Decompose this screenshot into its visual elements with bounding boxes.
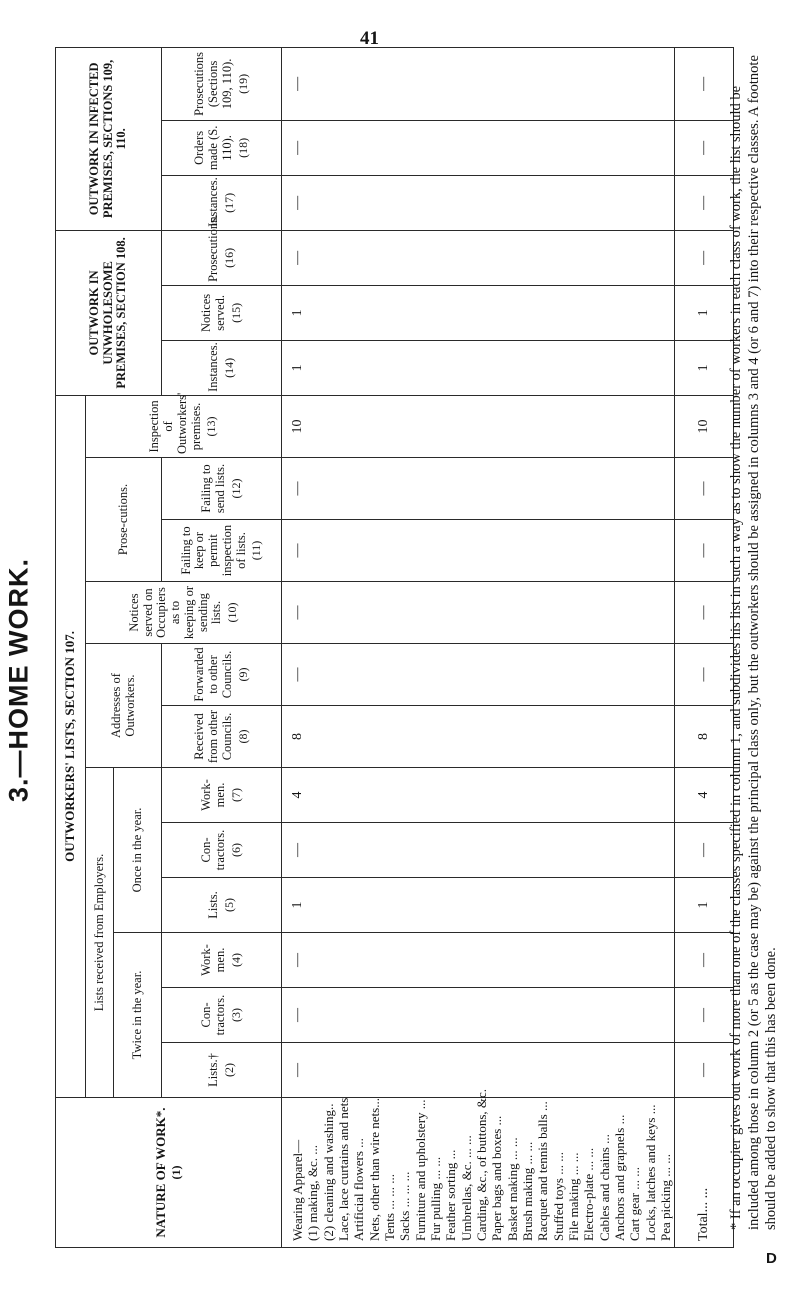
- header-lists-2: [162, 1043, 282, 1098]
- total-instances-108: 1: [675, 340, 734, 395]
- col-num-10: (10): [225, 602, 240, 623]
- cell-instances-108: 1: [282, 340, 675, 395]
- list-item: Cables and chains ...: [596, 1134, 612, 1241]
- total-row: [675, 47, 734, 1247]
- total-notices-108: 1: [675, 285, 734, 340]
- cell-lists-twice: —: [282, 1043, 675, 1098]
- list-item: Electro-plate ... ...: [581, 1147, 597, 1241]
- header-lists-received: Lists received from Employers.: [86, 768, 114, 1098]
- cell-prosecutions-108: —: [282, 230, 675, 285]
- header-contractors-3-text: Con-tractors.: [199, 994, 227, 1036]
- total-inspection: 10: [675, 395, 734, 457]
- cell-notices-served: —: [282, 582, 675, 644]
- cell-failing-keep: —: [282, 520, 675, 582]
- header-contractors-3: [162, 988, 282, 1043]
- header-infected: OUTWORK IN INFECTED PREMISES, SECTIONS 109, 110.: [56, 47, 162, 230]
- col-num-17: (17): [221, 192, 236, 213]
- list-item: Wearing Apparel—: [290, 1139, 305, 1241]
- col-num-16: (16): [221, 247, 236, 268]
- home-work-table: [55, 47, 734, 1248]
- cell-notices-108: 1: [282, 285, 675, 340]
- total-label: [675, 1098, 734, 1248]
- cell-orders-110: —: [282, 120, 675, 175]
- header-instances-14: [162, 340, 282, 395]
- total-workmen-once: 4: [675, 768, 734, 823]
- col-num-13: (13): [204, 416, 219, 437]
- total-orders-110: —: [675, 120, 734, 175]
- header-contractors-6: [162, 823, 282, 878]
- list-item: File making ... ...: [565, 1152, 581, 1241]
- list-item: (1) making, &c. ...: [305, 1144, 321, 1241]
- header-instances-17-text: Instances.: [206, 177, 221, 227]
- header-lists-5: [162, 878, 282, 933]
- header-inspection: [86, 392, 282, 457]
- header-instances-17: [162, 175, 282, 230]
- total-failing-send: —: [675, 458, 734, 520]
- total-contractors-twice: —: [675, 988, 734, 1043]
- header-prosecutions-16: [162, 214, 282, 285]
- footnote-marker: *: [728, 1222, 744, 1230]
- list-item: Basket making ... ...: [504, 1137, 520, 1241]
- header-workmen-7: [162, 768, 282, 823]
- list-item: Artificial flowers ...: [351, 1138, 367, 1241]
- cell-forwarded: —: [282, 644, 675, 706]
- header-once-year: Once in the year.: [114, 768, 162, 933]
- header-instances-14-text: Instances.: [206, 342, 221, 392]
- cell-lists-once: 1: [282, 878, 675, 933]
- rotated-table-container: [55, 48, 720, 1248]
- footnote-text: If an occupier gives out work of more than one of the classes specified in column 1, and subdivides his list in such a way as to show the number of workers in each class of work, the list should be included among those in column 2 (or 5 as the case may be) against the principal class only, but the outworkers should be assigned in columns 3 and 4 (or 6 and 7) into their respective classes. A footnote should be added to show that this has been done.: [728, 55, 780, 1230]
- header-addresses: Addresses of Outworkers.: [86, 644, 162, 768]
- col-num-12: (12): [228, 478, 243, 499]
- header-nature-of-work: [56, 1098, 282, 1248]
- header-notices-15-text: Notices served.: [199, 293, 227, 333]
- header-inspection-text: Inspection of Outworkers' premises.: [147, 392, 203, 454]
- header-workmen-4: [162, 933, 282, 988]
- header-lists-5-text: Lists.: [206, 891, 221, 919]
- footnote-rotated: [728, 50, 798, 1230]
- col-num-4: (4): [228, 953, 243, 967]
- header-unwholesome: OUTWORK IN UNWHOLESOME PREMISES, SECTION 108.: [56, 230, 162, 395]
- header-lists-2-text: Lists.: [206, 1059, 221, 1087]
- header-failing-keep-text: Failing to keep or permit inspection of lists.: [178, 524, 248, 577]
- header-prosecutions: Prose-cutions.: [86, 458, 162, 582]
- col-num-3: (3): [228, 1008, 243, 1022]
- cell-contractors-twice: —: [282, 988, 675, 1043]
- header-failing-send-text: Failing to send lists.: [199, 463, 227, 514]
- list-item: Brush making ... ...: [519, 1141, 535, 1241]
- list-item: Umbrellas, &c. ... ...: [458, 1135, 474, 1241]
- header-nature-number: (1): [169, 1165, 184, 1180]
- total-failing-keep: —: [675, 520, 734, 582]
- header-prosecutions-19: [162, 47, 282, 120]
- list-item: Feather sorting ...: [443, 1149, 459, 1241]
- list-item: Pea picking ... ...: [657, 1153, 673, 1241]
- header-workmen-4-text: Work-men.: [199, 944, 227, 976]
- cell-instances-109: —: [282, 175, 675, 230]
- header-nature-text: NATURE OF WORK*.: [152, 1107, 168, 1238]
- header-orders-18: [162, 120, 282, 175]
- footnote: [728, 50, 798, 1230]
- list-item: Fur pulling ... ...: [427, 1156, 443, 1241]
- cell-failing-send: —: [282, 458, 675, 520]
- cell-contractors-once: —: [282, 823, 675, 878]
- total-lists-once: 1: [675, 878, 734, 933]
- total-lists-twice: —: [675, 1043, 734, 1098]
- total-received: 8: [675, 706, 734, 768]
- col-num-8: (8): [235, 729, 250, 744]
- total-dots: ...: [695, 1187, 711, 1199]
- header-notices-text: Notices served on Occupiers as to keeping or sending lists.: [126, 585, 224, 640]
- total-prosecutions-109: —: [675, 47, 734, 120]
- header-forwarded-9: [162, 644, 282, 706]
- col-num-15: (15): [228, 302, 243, 323]
- list-item: Anchors and grapnels ...: [611, 1114, 627, 1241]
- total-label-text: Total...: [695, 1201, 711, 1241]
- total-prosecutions-108: —: [675, 230, 734, 285]
- list-item: Paper bags and boxes ...: [489, 1115, 505, 1241]
- header-failing-keep-11: [162, 520, 282, 582]
- col-num-19: (19): [235, 73, 250, 94]
- list-item: Racquet and tennis balls ...: [535, 1101, 551, 1241]
- header-workmen-7-text: Work-men.: [199, 779, 227, 811]
- col-num-18: (18): [235, 137, 250, 158]
- outwork-table-wrapper: [55, 48, 720, 1248]
- list-item: (2) cleaning and washing..: [320, 1103, 336, 1241]
- list-item: Tents ... ... ...: [381, 1174, 397, 1241]
- list-item: Carding, &c., of buttons, &c.: [473, 1088, 489, 1241]
- header-twice-year: Twice in the year.: [114, 933, 162, 1098]
- section-title: [4, 380, 34, 980]
- list-item: Locks, latches and keys ...: [642, 1104, 658, 1241]
- cell-workmen-twice: —: [282, 933, 675, 988]
- header-notices-served: [86, 582, 282, 644]
- cell-received: 8: [282, 706, 675, 768]
- col-num-11: (11): [249, 540, 264, 561]
- header-forwarded-text: Forwarded to other Councils.: [192, 647, 234, 702]
- table-row: [282, 47, 675, 1247]
- total-instances-109: —: [675, 175, 734, 230]
- page-number: 41: [360, 28, 379, 49]
- list-item: Lace, lace curtains and nets: [335, 1097, 351, 1241]
- corner-letter: D: [766, 1250, 777, 1267]
- dagger-mark: †: [206, 1053, 221, 1060]
- total-workmen-twice: —: [675, 933, 734, 988]
- cell-prosecutions-109: —: [282, 47, 675, 120]
- cell-workmen-once: 4: [282, 768, 675, 823]
- header-notices-15: [162, 285, 282, 340]
- total-forwarded: —: [675, 644, 734, 706]
- section-title-text: 3.—HOME WORK.: [3, 557, 34, 803]
- header-prosecutions-16-text: Prosecutions.: [206, 214, 221, 282]
- list-item: Cart gear ... ...: [627, 1166, 643, 1241]
- col-num-7: (7): [228, 788, 243, 802]
- col-num-5: (5): [221, 898, 236, 912]
- cell-inspection: 10: [282, 395, 675, 457]
- list-item: Nets, other than wire nets...: [366, 1098, 382, 1241]
- header-failing-send-12: [162, 458, 282, 520]
- header-received-text: Received from other Councils.: [192, 709, 234, 764]
- header-contractors-6-text: Con-tractors.: [199, 829, 227, 871]
- list-item: Sacks ... ... ...: [397, 1171, 413, 1241]
- col-num-6: (6): [228, 843, 243, 857]
- col-num-2: (2): [221, 1063, 236, 1077]
- total-contractors-once: —: [675, 823, 734, 878]
- header-outworkers-lists: OUTWORKERS' LISTS, SECTION 107.: [56, 395, 86, 1097]
- list-item: Stuffed toys ... ...: [550, 1152, 566, 1241]
- nature-of-work-list: [282, 1088, 675, 1248]
- header-prosecutions-19-text: Prosecutions (Sections 109, 110).: [192, 51, 234, 116]
- total-notices-served: —: [675, 582, 734, 644]
- header-received-8: [162, 706, 282, 768]
- list-item: Furniture and upholstery ...: [412, 1099, 428, 1241]
- col-num-9: (9): [235, 667, 250, 682]
- header-orders-text: Orders made (S. 110).: [192, 125, 234, 171]
- col-num-14: (14): [221, 357, 236, 378]
